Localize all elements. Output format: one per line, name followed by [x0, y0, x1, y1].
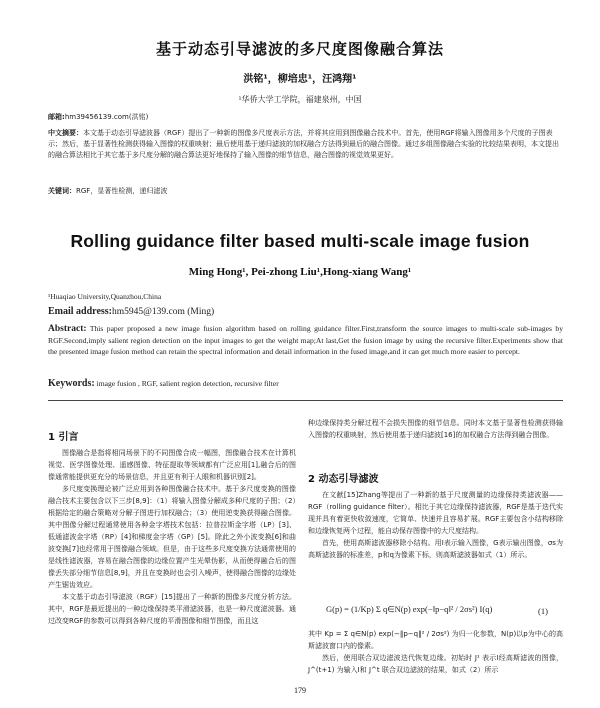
right-column-intro	[308, 417, 563, 441]
affiliation-en: ¹Huaqiao University,Quanzhou,China	[48, 292, 162, 301]
abstract-cn-label: 中文摘要：	[48, 129, 83, 137]
abstract-en-block	[48, 323, 563, 357]
after-equation-body	[308, 628, 563, 676]
section1-paragraph: 图像融合是指将相同场景下的不同图像合成一幅图，图像融合技术在计算机视觉、医学图像处理、遥感图像、特征提取等领域都有广泛应用[1],融合后的图像通常能提供更充分的场景信息，并且更有利于人眼和机器识别[2]。	[48, 449, 296, 481]
affiliation-cn: ¹华侨大学工学院，福建泉州，中国	[238, 95, 362, 104]
keywords-en-line	[48, 378, 279, 389]
equation-1: G(p) = (1/Kp) Σ q∈N(p) exp(−‖p−q‖² / 2σs²) I(q)	[326, 604, 493, 614]
email-en: hm5945@139.com (Ming)	[112, 307, 215, 317]
section2-title: 2 动态引导滤波	[308, 474, 379, 485]
email-cn-line	[48, 112, 148, 123]
authors-en: Ming Hong¹, Pei-zhong Liu¹,Hong-xiang Wang¹	[188, 266, 412, 278]
title-cn: 基于动态引导滤波的多尺度图像融合算法	[155, 40, 444, 58]
keywords-en: image fusion , RGF, salient region detection, recursive filter	[96, 379, 279, 388]
after-equation-paragraph: 其中 Kp = Σ q∈N(p) exp(−‖p−q‖² / 2σs²) 为归一化参数，N(p)以p为中心的高斯滤波窗口内的像素。	[308, 630, 563, 650]
abstract-cn: 本文基于动态引导滤波器（RGF）提出了一种新的图像多尺度表示方法，并将其应用到图像融合技术中。首先，使用RGF将输入图像用多个尺度的子图表示；然后，基于显著性检测获得输入图像的权重映射；最后使用基于递归滤波的加权融合方法得到最后的融合图像。通过多组图像融合实验的比较结果表明，本文提出的融合算法相比于其它基于多尺度分解的融合算法更好地保持了输入图像的细节信息，融合图像的视觉效果更好。	[48, 129, 559, 159]
left-column	[48, 447, 296, 627]
section2-body	[308, 489, 563, 561]
title-en: Rolling guidance filter based multi-scale image fusion	[70, 231, 530, 251]
section1-paragraph: 多尺度变换理论被广泛应用到各种图像融合技术中。基于多尺度变换的图像融合技术主要包含以下三步[8,9]：（1）将输入图像分解成多种尺度的子图；（2）根据给定的融合策略对分解子图进行加权融合；（3）使用逆变换获得融合图像。其中图像分解过程通常使用各种金字塔技术包括：拉普拉斯金字塔（LP）[3]、低通滤波金字塔（RP）[4]和梯度金字塔（GP）[5]。除此之外小波变换[6]和曲波变换[7]也经常用于图像融合领域。但是，由于这些多尺度变换方法通常使用的是线性滤波器，容易在融合图像的边缘位置产生光晕伪影，从而使得融合后的图像丢失部分细节信息[8,9]，并且在变换时也会引入噪声，使得融合图像的边缘处产生锯齿效应。	[48, 485, 296, 589]
abstract-en-label: Abstract:	[48, 324, 87, 334]
right-paragraph: 种边缘保持类分解过程不会损失图像的细节信息。同时本文基于显著性检测获得输入图像的权重映射，然后使用基于递归滤波[16]的加权融合方法得到融合图像。	[308, 419, 563, 439]
section2-paragraph: 在文献[15]Zhang等提出了一种新的基于尺度测量的边缘保持类滤波器——RGF（rolling guidance filter）。相比于其它边缘保持滤波器，RGF是基于迭代实现并具有着更快收敛速度，它简单、快速并且容易扩展。RGF主要包含小结构移除和边缘恢复两个过程，能自动保存图像中的大尺度结构。	[308, 491, 563, 535]
keywords-cn: RGF，显著性检测，递归滤波	[76, 187, 168, 195]
abstract-cn-block	[48, 128, 563, 161]
keywords-en-label: Keywords:	[48, 378, 95, 389]
keywords-cn-label: 关键词：	[48, 187, 76, 195]
email-en-line	[48, 306, 214, 317]
authors-cn: 洪铭¹，柳培忠¹，汪鸿翔¹	[243, 74, 357, 85]
abstract-en: This paper proposed a new image fusion algorithm based on rolling guidance filter.First,transform the source images to multi-scale sub-images by RGF.Second,imply salient region detection on the input images to get the weight map;At last,Get the fusion image by using the recursive filter.Experiments show that the presented image fusion method can retain the spectral information and detail information in the fused image,and it can get much more easier to percept.	[48, 324, 564, 356]
section2-paragraph: 首先，使用高斯滤波器移除小结构。用I表示输入图像，G表示输出图像，σs为高斯滤波器的标准差，p和q为像素下标，则高斯滤波器如式（1）所示。	[308, 539, 563, 559]
keywords-cn-line	[48, 186, 167, 197]
email-cn-label: 邮箱:	[48, 113, 65, 121]
section1-paragraph: 本文基于动态引导滤波（RGF）[15]提出了一种新的图像多尺度分析方法。其中，RGF是最近提出的一种边缘保持类平滑滤波器，也是一种尺度滤波器。通过改变RGF的参数可以得到各种尺度的平滑图像和细节图像，而且这	[48, 593, 296, 625]
email-cn: hm39456139.com(洪铭)	[64, 113, 149, 121]
section-divider	[48, 400, 563, 401]
email-en-label: Email address:	[48, 306, 112, 317]
after-equation-paragraph: 然后，使用联合双边滤波迭代恢复边缘。初始时 J¹ 表示I经高斯滤波的图像，J^(t+1) 为输入I和 J^t 联合双边滤波的结果，如式（2）所示	[308, 654, 563, 674]
page-number: 179	[294, 686, 306, 695]
equation-1-number: (1)	[538, 606, 548, 616]
section1-title: 1 引言	[48, 432, 79, 443]
